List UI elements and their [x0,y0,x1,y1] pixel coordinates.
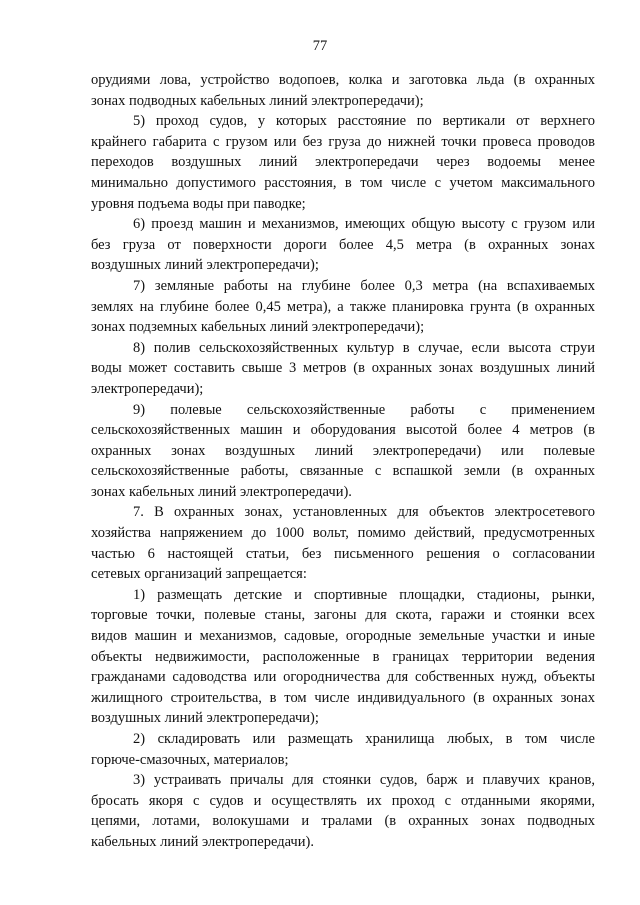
text-line: 5) проход судов, у которых расстояние по вертикали от верхнего [133,113,595,130]
text-line: частью 6 настоящей статьи, без письменного решения о согласовании [91,545,595,562]
text-line: 7. В охранных зонах, установленных для объектов электросетевого [133,504,595,521]
text-line: цепями, лотами, волокушами и тралами (в охранных зонах подводных [91,813,595,830]
text-line: охранных зонах воздушных линий электропередачи) или полевые [91,442,595,459]
text-line: хозяйства напряжением до 1000 вольт, помимо действий, предусмотренных [91,525,595,542]
text-line: орудиями лова, устройство водопоев, колка и заготовка льда (в охранных [91,72,595,88]
text-line: гражданами садоводства или огородничества для собственных нужд, объекты [91,669,595,686]
text-line: сетевых организаций запрещается: [91,566,307,583]
text-line: 2) складировать или размещать хранилища любых, в том числе [133,731,595,747]
text-line: 9) полевые сельскохозяйственные работы с применением [133,401,595,418]
text-line: переходов воздушных линий электропередачи через водоемы менее [91,154,595,171]
text-line: 3) устраивать причалы для стоянки судов, барж и плавучих кранов, [133,772,595,789]
text-line: торговые точки, полевые станы, загоны для скота, гаражи и стоянки всех [91,607,595,624]
body-text [91,70,595,853]
page-number: 77 [312,38,328,54]
text-line: землях на глубине более 0,45 метра), а также планировка грунта (в охранных [91,298,595,315]
text-line: воздушных линий электропередачи); [91,710,319,727]
text-line: 7) земляные работы на глубине более 0,3 метра (на вспахиваемых [133,277,595,294]
text-line: кабельных линий электропередачи). [91,833,314,850]
text-line: воды может составить свыше 3 метров (в охранных зонах воздушных линий [91,360,595,377]
text-line: объекты недвижимости, расположенные в границах территории ведения [91,648,595,665]
text-line: жилищного строительства, в том числе индивидуального (в охранных зонах [91,689,595,706]
text-line: электропередачи); [91,380,204,397]
text-line: без груза от поверхности дороги более 4,5 метра (в охранных зонах [91,236,595,253]
text-line: 8) полив сельскохозяйственных культур в случае, если высота струи [133,339,595,356]
text-line: зонах подводных кабельных линий электропередачи); [91,92,424,109]
text-line: 1) размещать детские и спортивные площадки, стадионы, рынки, [133,586,595,603]
text-line: зонах подземных кабельных линий электропередачи); [91,319,425,336]
text-line: горюче-смазочных, материалов; [91,751,289,768]
text-line: воздушных линий электропередачи); [91,257,319,274]
text-line: уровня подъема воды при паводке; [91,195,306,212]
text-line: сельскохозяйственных машин и оборудования высотой более 4 метров (в [91,422,595,439]
text-line: зонах кабельных линий электропередачи). [91,483,352,500]
text-line: крайнего габарита с грузом или без груза до нижней точки провеса проводов [91,133,595,150]
text-line: 6) проезд машин и механизмов, имеющих общую высоту с грузом или [133,216,595,233]
text-line: видов машин и механизмов, садовые, огородные земельные участки и иные [91,628,595,645]
text-line: минимально допустимого расстояния, в том числе с учетом максимального [91,174,595,191]
text-line: сельскохозяйственные работы, связанные с вспашкой земли (в охранных [91,463,595,480]
text-line: бросать якоря с судов и осуществлять их проход с отданными якорями, [91,792,595,809]
